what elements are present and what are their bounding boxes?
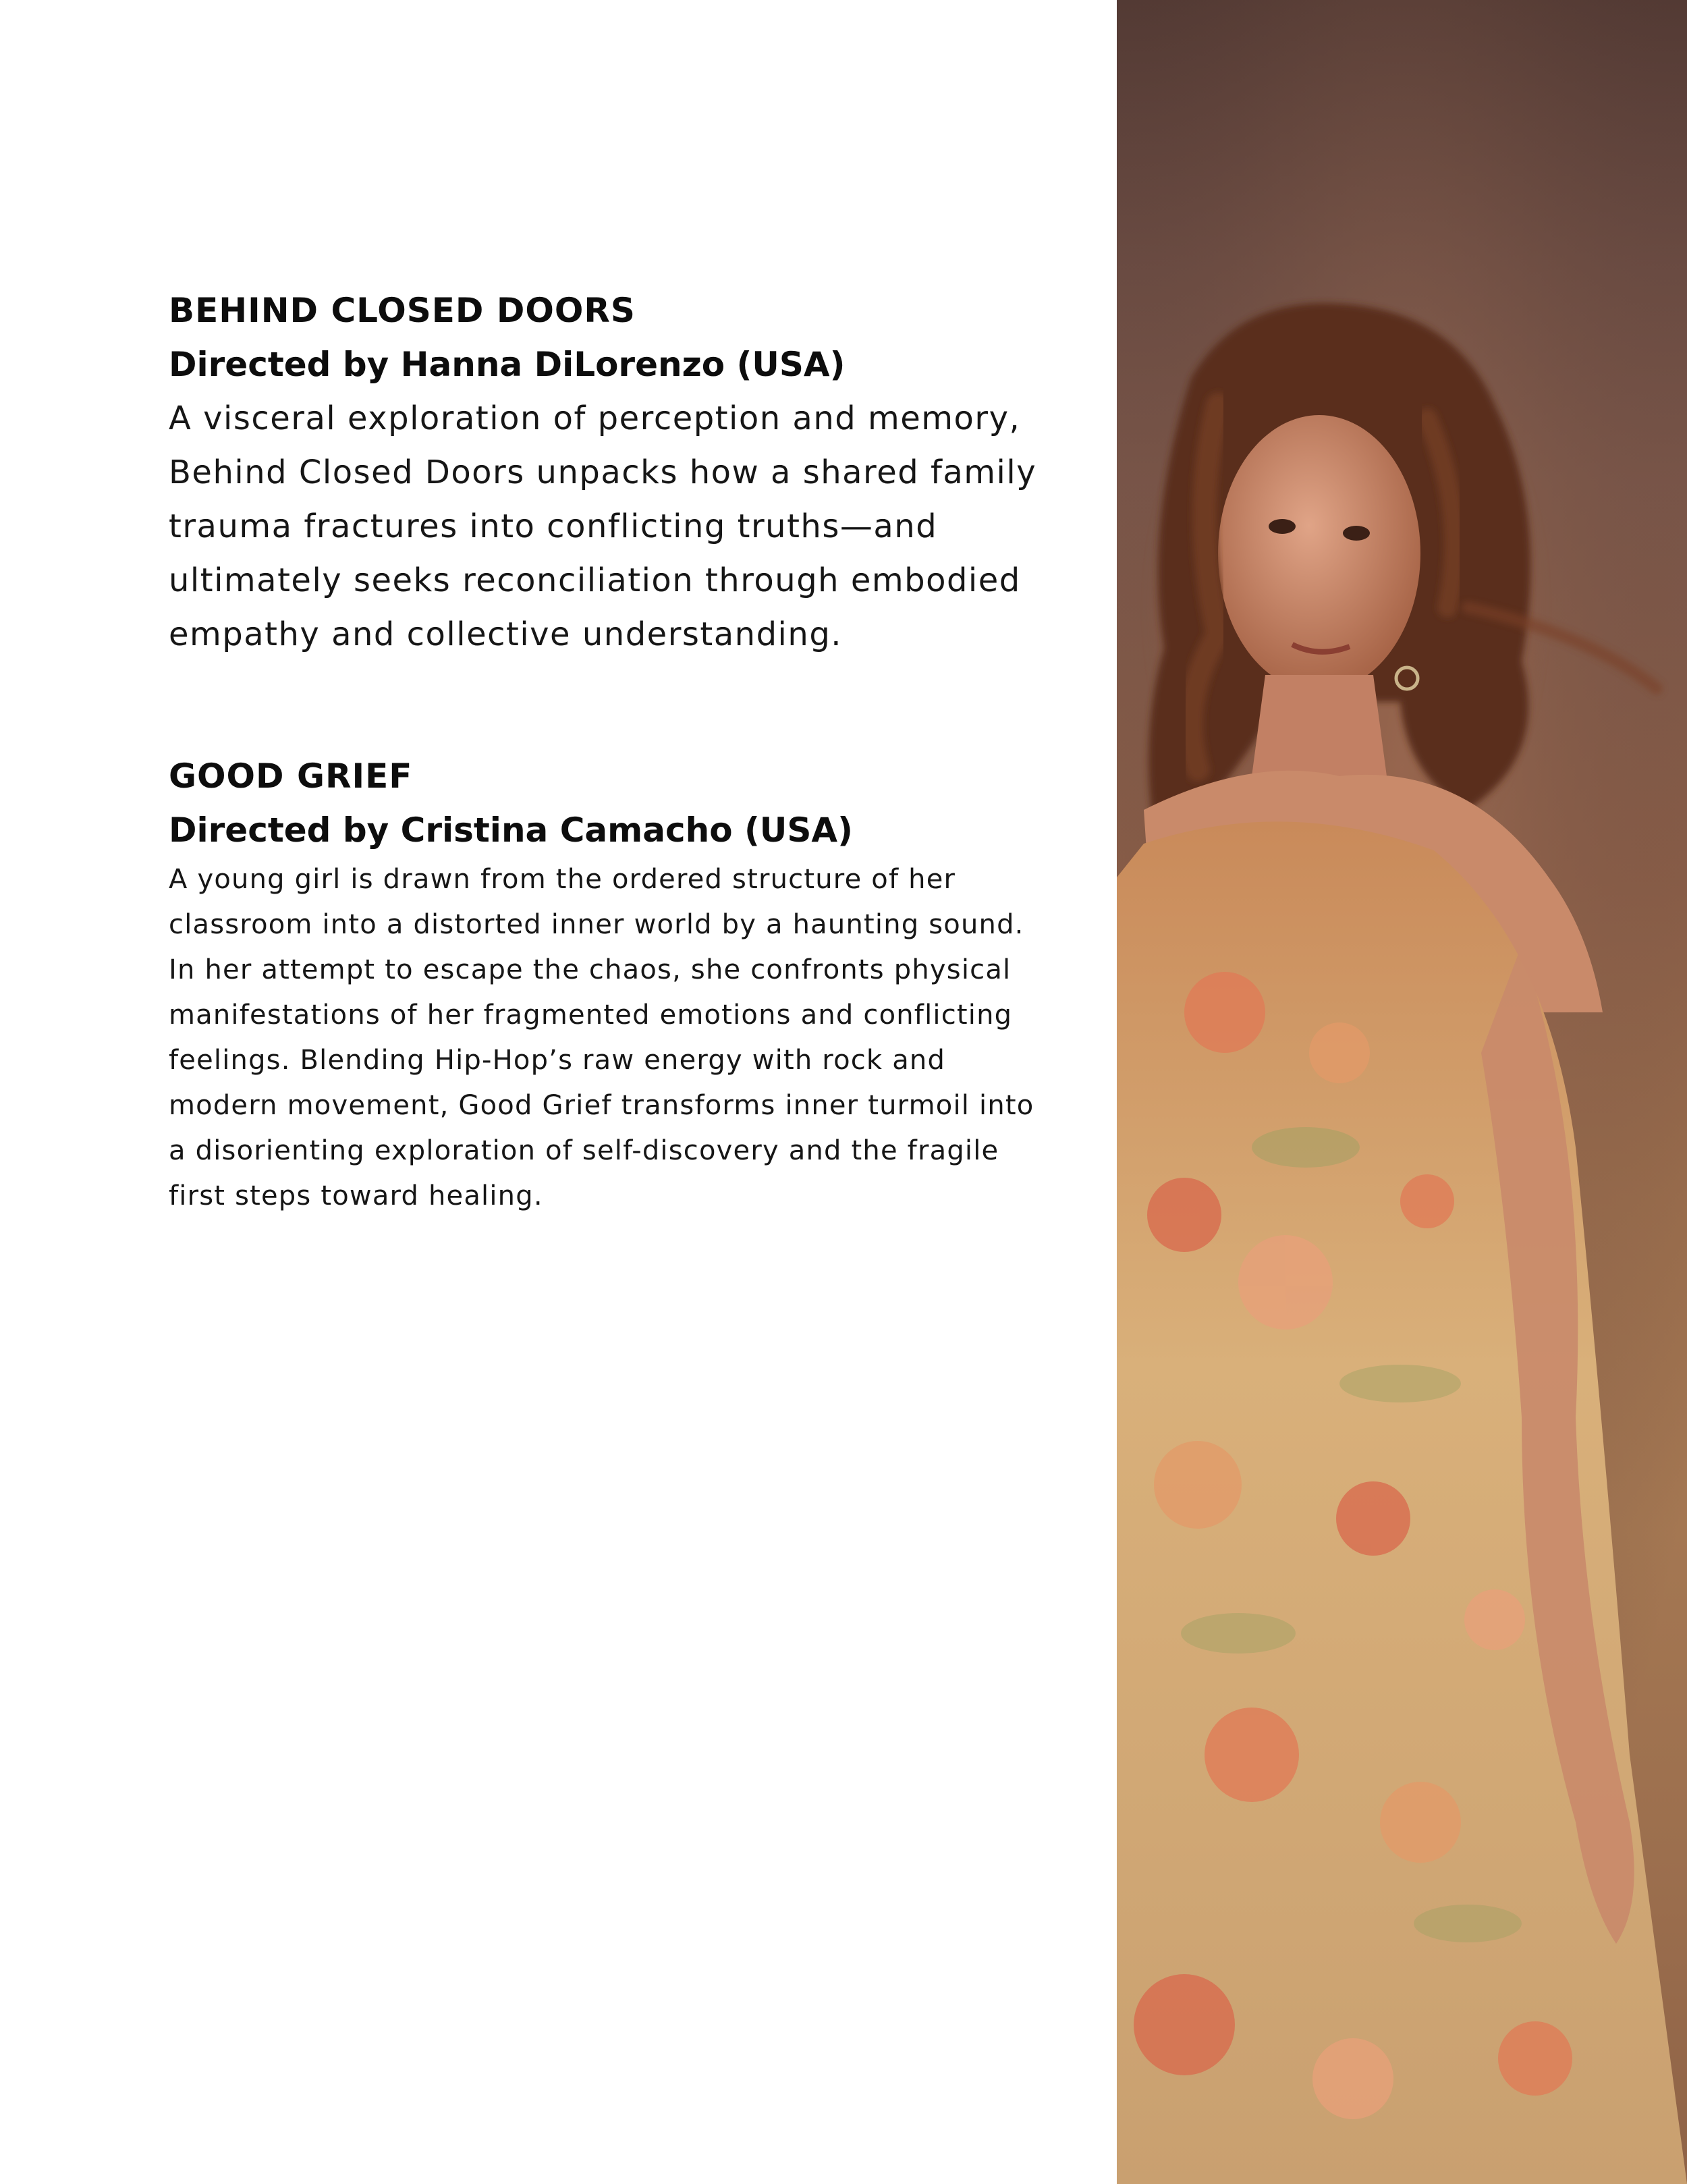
film-description: A visceral exploration of perception and memory, Behind Closed Doors unpacks how a shared family trauma fractures into conflicting truths—and ultimately seeks reconciliation through embodied empathy and collective understanding. — [169, 400, 1037, 653]
film-director: Directed by Hanna DiLorenzo (USA) — [169, 345, 846, 384]
film-entry-good-grief — [169, 749, 1073, 1219]
film-description: A young girl is drawn from the ordered structure of her classroom into a distorted inner world by a haunting sound. In her attempt to escape the chaos, she confronts physical manifestations of her fragmented emotions and conflicting feelings. Blending Hip-Hop’s raw energy with rock and modern movement, Good Grief transforms inner turmoil into a disorienting exploration of self-discovery and the fragile first steps toward healing. — [169, 864, 1034, 1211]
film-director: Directed by Cristina Camacho (USA) — [169, 811, 853, 850]
dancer-portrait-illustration — [1117, 0, 1687, 2184]
program-text-column — [169, 283, 1073, 1219]
film-entry-behind-closed-doors — [169, 283, 1073, 661]
dancer-portrait-photo — [1117, 0, 1687, 2184]
film-title: GOOD GRIEF — [169, 757, 413, 796]
film-title: BEHIND CLOSED DOORS — [169, 291, 636, 330]
